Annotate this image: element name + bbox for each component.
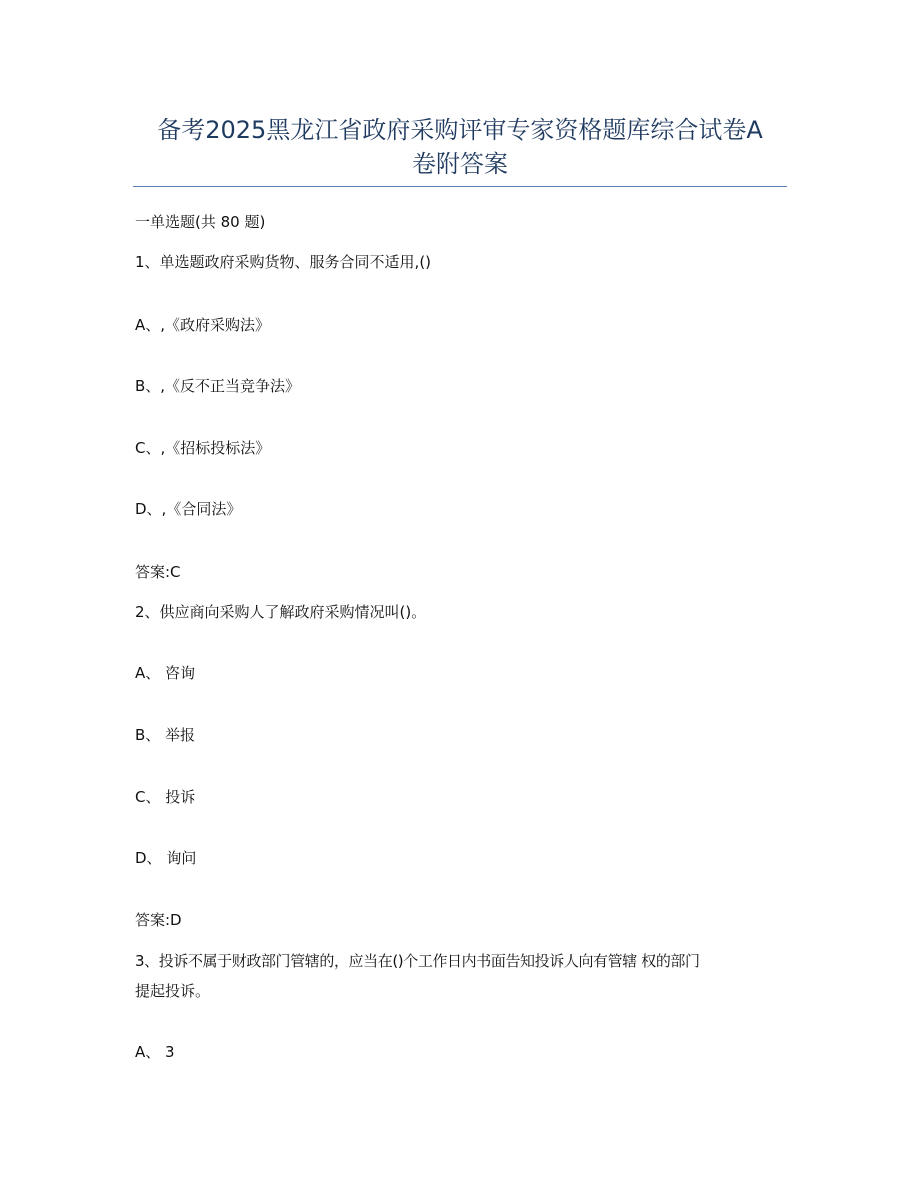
question-2-option-b: B、 举报 xyxy=(135,726,196,744)
question-1-option-a: A、,《政府采购法》 xyxy=(135,316,271,334)
title-divider xyxy=(133,186,787,187)
section-heading: 一单选题(共 80 题) xyxy=(135,213,266,231)
question-2-answer: 答案:D xyxy=(135,911,182,929)
question-1-option-c: C、,《招标投标法》 xyxy=(135,439,271,457)
question-1-option-d: D、,《合同法》 xyxy=(135,500,242,518)
question-3-option-a: A、 3 xyxy=(135,1043,175,1061)
question-2-option-c: C、 投诉 xyxy=(135,788,196,806)
document-title-line-2: 卷附答案 xyxy=(412,150,508,178)
question-2-stem: 2、供应商向采购人了解政府采购情况叫()。 xyxy=(135,603,427,621)
question-3-stem: 3、投诉不属于财政部门管辖的，应当在()个工作日内书面告知投诉人向有管辖 权的部门 xyxy=(135,952,700,970)
question-3-stem-continued: 提起投诉。 xyxy=(135,982,211,1000)
question-2-option-d: D、 询问 xyxy=(135,849,197,867)
question-1-option-b: B、,《反不正当竞争法》 xyxy=(135,377,301,395)
question-2-option-a: A、 咨询 xyxy=(135,664,196,682)
question-1-stem: 1、单选题政府采购货物、服务合同不适用,() xyxy=(135,253,432,271)
question-1-answer: 答案:C xyxy=(135,563,181,581)
document-title-line-1: 备考2025黑龙江省政府采购评审专家资格题库综合试卷A xyxy=(157,116,763,144)
